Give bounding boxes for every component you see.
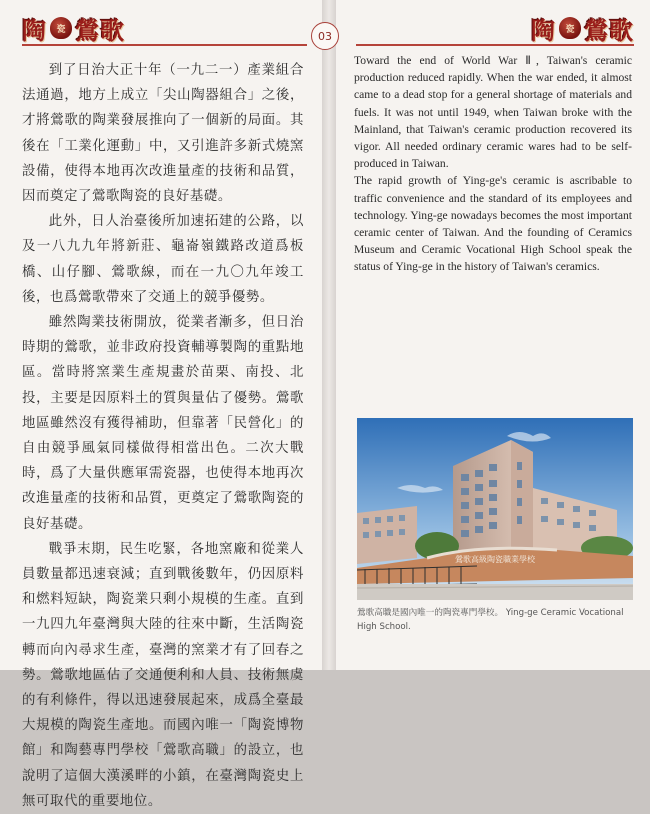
gate-sign-text: 鶯歌高級陶瓷職業學校 [455,555,535,564]
chinese-body-text [22,58,304,814]
chinese-paragraph-3: 雖然陶業技術開放，從業者漸多，但日治時期的鶯歌，並非政府投資輔導製陶的重點地區。當時將窯業生產規畫於苗栗、南投、北投，主要是因原料土的質與量佔了優勢。鶯歌地區雖然沒有獲得補助，但靠著「民營化」的自由競爭風氣同樣做得相當出色。二次大戰時，爲了大量供應軍需瓷器，也使得本地再次改進量產的技術和品質，更奠定了鶯歌陶瓷的良好基礎。 [22,315,304,532]
header-logo-yingge: 鶯歌 [75,16,125,45]
english-paragraph-2: The rapid growth of Ying-ge's ceramic is ascribable to traffic convenience and the standard of its employees and technology. Ying-ge nowadays becomes the most important ceramic center of Taiwan. And the founding of Ceramics Museum and Ceramic Vocational High School speak the status of Ying-ge in the history of Taiwan's ceramics. [354,174,632,274]
left-page [0,0,323,809]
right-page [336,0,650,670]
chinese-paragraph-2: 此外，日人治臺後所加速拓建的公路，以及一八九九年將新莊、龜崙嶺鐵路改道爲板橋、山仔腳、鶯歌線，而在一九〇九年竣工後，也爲鶯歌帶來了交通上的競爭優勢。 [22,214,304,305]
header-divider [356,44,634,46]
photo-caption-en: Ying-ge Ceramic Vocational High School. [357,608,624,632]
header-logo-yingge: 鶯歌 [584,16,634,45]
header-divider [22,44,307,46]
photo-caption [357,606,633,634]
book-gutter [322,0,336,670]
page-number-badge: 03 [311,22,339,50]
header-logo-tao: 陶 [531,16,556,45]
chinese-paragraph-1: 到了日治大正十年（一九二一）產業組合法通過，地方上成立「尖山陶器組合」之後，才將鶯歌的陶業發展推向了一個新的局面。其後在「工業化運動」中，又引進許多新式燒窯設備，使得本地再次改進量產的技術和品質，因而奠定了鶯歌陶瓷的良好基礎。 [22,63,304,205]
chinese-paragraph-4: 戰爭末期，民生吃緊，各地窯廠和從業人員數量都迅速衰減；直到戰後數年，仍因原料和燃料短缺，陶瓷業只剩小規模的生產。直到一九四九年臺灣與大陸的往來中斷，生活陶瓷轉而向內尋求生產，臺灣的窯業才有了回春之勢。鶯歌地區佔了交通便利和人員、技術無虞的有利條件，得以迅速發展起來，成爲全臺最大規模的陶瓷生產地。而國內唯一「陶瓷博物館」和陶藝專門學校「鶯歌高職」的設立，也說明了這個大漢溪畔的小鎮，在臺灣陶瓷史上無可取代的重要地位。 [22,541,304,809]
english-paragraph-1: Toward the end of World War Ⅱ, Taiwan's ceramic production reduced rapidly. When the war ended, it almost came to a dead stop for a general shortage of materials and fuels. It was not until 1949, when Taiwan broke with the Mainland, that Taiwan's ceramic production recovered its vigor. All needed ordinary ceramic wares had to be self-produced in Taiwan. [354,54,632,171]
header-logo-ci: 瓷 [565,24,575,35]
header-logo-ci: 瓷 [56,24,66,35]
photo-caption-zh: 鶯歌高職是國內唯一的陶瓷專門學校。 [357,608,504,618]
right-page-header [531,12,634,44]
pot-icon [559,17,581,39]
english-body-text [354,52,632,276]
pot-icon [50,17,72,39]
header-logo-tao: 陶 [22,16,47,45]
left-page-header [22,12,125,44]
school-photo [357,418,633,600]
